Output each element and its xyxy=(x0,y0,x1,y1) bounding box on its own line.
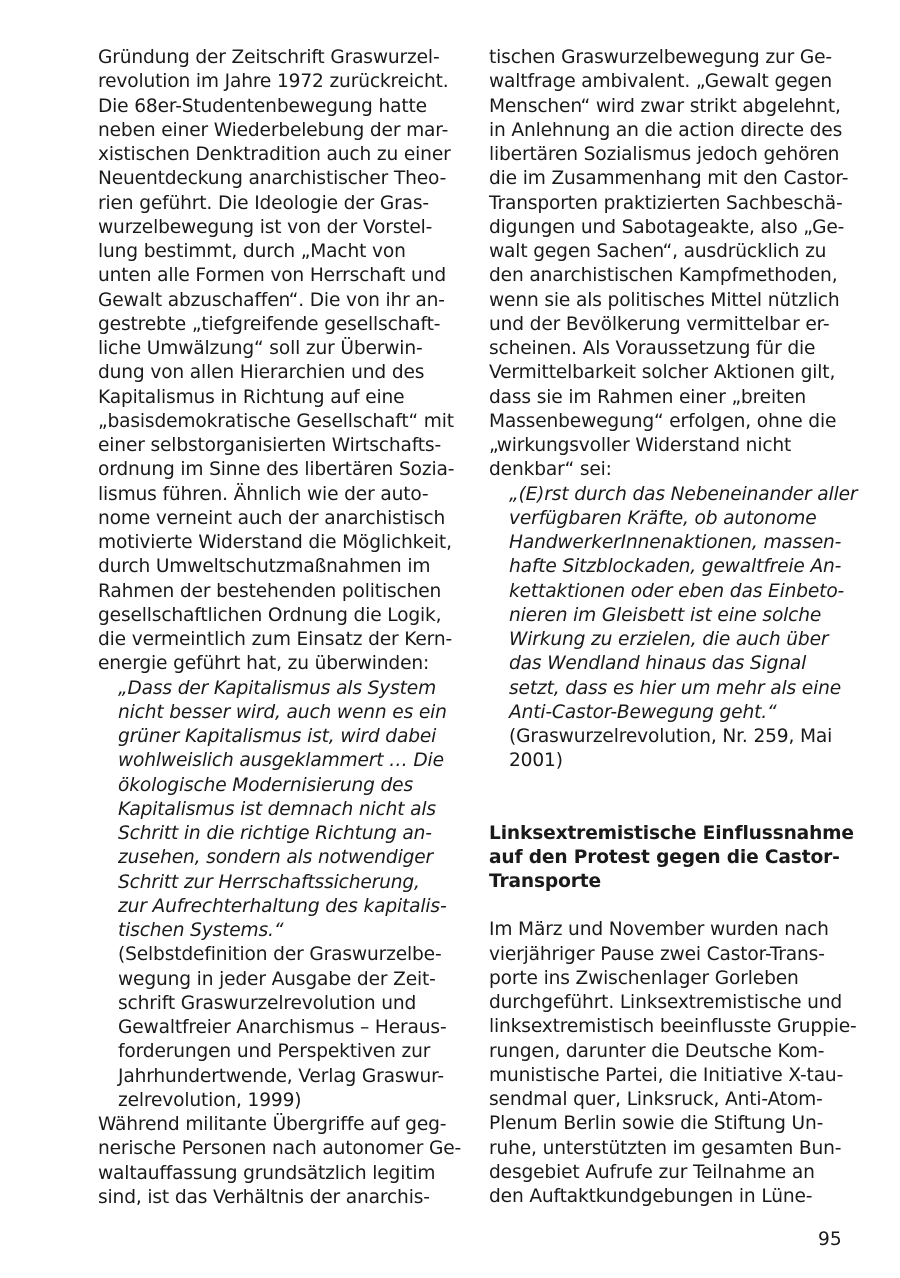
text-line: munistische Partei, die Initiative X-tau- xyxy=(489,1064,844,1086)
text-line: kettaktionen oder eben das Einbeto- xyxy=(509,580,845,602)
left-column xyxy=(98,46,460,1210)
text-line: 2001) xyxy=(509,750,563,772)
text-line: ökologische Modernisierung des xyxy=(118,774,413,796)
text-line: Menschen“ wird zwar strikt abgelehnt, xyxy=(489,95,841,117)
text-line: unten alle Formen von Herrschaft und xyxy=(98,265,446,287)
text-line: waltfrage ambivalent. „Gewalt gegen xyxy=(489,71,832,93)
left-quote-block xyxy=(98,677,460,1114)
text-line: auf den Protest gegen die Castor- xyxy=(489,846,840,868)
text-line: Rahmen der bestehenden politischen xyxy=(98,580,442,602)
text-line: Kapitalismus in Richtung auf eine xyxy=(98,386,405,408)
text-line: das Wendland hinaus das Signal xyxy=(509,653,807,675)
left-intro-paragraph xyxy=(98,46,460,677)
section-body-paragraph xyxy=(489,918,857,1209)
text-line: linksextremistisch beeinflusste Gruppie- xyxy=(489,1016,857,1038)
text-line: „(E)rst durch das Nebeneinander aller xyxy=(509,483,858,505)
text-line: HandwerkerInnenaktionen, massen- xyxy=(509,532,842,553)
right-quote-source xyxy=(509,725,854,774)
left-outro-paragraph xyxy=(98,1113,460,1210)
text-line: tischen Graswurzelbewegung zur Ge- xyxy=(489,47,832,68)
text-line: durchgeführt. Linksextremistische und xyxy=(489,992,843,1013)
text-line: scheinen. Als Voraussetzung für die xyxy=(489,338,816,359)
text-line: rien geführt. Die Ideologie der Gras- xyxy=(98,192,429,214)
text-line: dung von allen Hierarchien und des xyxy=(98,362,425,384)
text-line: einer selbstorganisierten Wirtschafts- xyxy=(98,435,442,456)
text-line: sendmal quer, Linksruck, Anti-Atom- xyxy=(489,1089,823,1110)
text-line: walt gegen Sachen“, ausdrücklich zu xyxy=(489,241,827,262)
text-line: libertären Sozialismus jedoch gehören xyxy=(489,144,840,165)
text-line: porte ins Zwischenlager Gorleben xyxy=(489,967,799,989)
text-line: gestrebte „tiefgreifende gesellschaft- xyxy=(98,313,441,335)
spacer xyxy=(489,774,854,822)
text-line: zur Aufrechterhaltung des kapitalis- xyxy=(118,895,447,917)
text-line: rungen, darunter die Deutsche Kom- xyxy=(489,1040,825,1062)
text-line: verfügbaren Kräfte, ob autonome xyxy=(509,507,817,529)
text-line: in Anlehnung an die action directe des xyxy=(489,119,843,141)
text-line: Gewaltfreier Anarchismus – Heraus- xyxy=(118,1017,447,1038)
text-line: denkbar“ sei: xyxy=(489,459,612,481)
text-line: nieren im Gleisbett ist eine solche xyxy=(509,604,822,626)
text-line: grüner Kapitalismus ist, wird dabei xyxy=(118,726,437,747)
section-heading xyxy=(489,822,854,895)
text-line: (Selbstdefinition der Graswurzelbe- xyxy=(118,944,442,966)
text-line: vierjähriger Pause zwei Castor-Trans- xyxy=(489,943,825,965)
text-line: digungen und Sabotageakte, also „Ge- xyxy=(489,216,845,238)
text-line: Transporte xyxy=(489,871,601,892)
text-line: neben einer Wiederbelebung der mar- xyxy=(98,119,449,141)
text-line: Massenbewegung“ erfolgen, ohne die xyxy=(489,410,837,432)
text-line: tischen Systems.“ xyxy=(118,920,284,941)
text-line: Vermittelbarkeit solcher Aktionen gilt, xyxy=(489,362,836,384)
text-line: lung bestimmt, durch „Macht von xyxy=(98,241,406,262)
text-line: revolution im Jahre 1972 zurückreicht. xyxy=(98,71,449,93)
text-line: ordnung im Sinne des libertären Sozia- xyxy=(98,459,455,481)
text-line: „Dass der Kapitalismus als System xyxy=(118,677,437,699)
text-line: „wirkungsvoller Widerstand nicht xyxy=(489,435,792,456)
left-quote-text xyxy=(118,677,460,944)
text-line: den Auftaktkundgebungen in Lüne- xyxy=(489,1186,813,1207)
text-line: nerische Personen nach autonomer Ge- xyxy=(98,1138,462,1160)
text-line: Die 68er-Studentenbewegung hatte xyxy=(98,95,427,117)
text-line: wegung in jeder Ausgabe der Zeit- xyxy=(118,968,436,990)
text-line: Schritt in die richtige Richtung an- xyxy=(118,823,432,844)
text-line: „basisdemokratische Gesellschaft“ mit xyxy=(98,410,454,432)
text-line: Neuentdeckung anarchistischer Theo- xyxy=(98,168,447,190)
text-line: setzt, dass es hier um mehr als eine xyxy=(509,677,842,699)
text-line: Während militante Übergriffe auf geg- xyxy=(98,1114,447,1135)
text-line: zusehen, sondern als notwendiger xyxy=(118,847,434,869)
text-line: Gründung der Zeitschrift Graswurzel- xyxy=(98,47,440,68)
text-line: nome verneint auch der anarchistisch xyxy=(98,507,446,529)
text-line: Linksextremistische Einflussnahme xyxy=(489,822,854,844)
text-line: hafte Sitzblockaden, gewaltfreie An- xyxy=(509,556,842,578)
page-number: 95 xyxy=(818,1229,842,1250)
text-line: wohlweislich ausgeklammert … Die xyxy=(118,750,444,772)
text-line: sind, ist das Verhältnis der anarchis- xyxy=(98,1186,430,1208)
text-line: gesellschaftlichen Ordnung die Logik, xyxy=(98,604,442,626)
text-line: nicht besser wird, auch wenn es ein xyxy=(118,701,447,723)
text-line: Wirkung zu erzielen, die auch über xyxy=(509,629,829,650)
text-line: schrift Graswurzelrevolution und xyxy=(118,992,417,1014)
text-line: Transporten praktizierten Sachbeschä- xyxy=(489,192,843,214)
text-line: Schritt zur Herrschaftssicherung, xyxy=(118,871,420,893)
text-line: Jahrhundertwende, Verlag Graswur- xyxy=(118,1065,444,1087)
text-line: dass sie im Rahmen einer „breiten xyxy=(489,386,807,408)
text-line: energie geführt hat, zu überwinden: xyxy=(98,653,430,675)
right-quote-block xyxy=(489,483,858,774)
text-line: ruhe, unterstützten im gesamten Bun- xyxy=(489,1137,842,1159)
text-line: und der Bevölkerung vermittelbar er- xyxy=(489,313,830,335)
text-line: die im Zusammenhang mit den Castor- xyxy=(489,168,849,190)
text-line: waltauffassung grundsätzlich legitim xyxy=(98,1162,436,1184)
right-intro-paragraph xyxy=(489,46,854,483)
text-line: Kapitalismus ist demnach nicht als xyxy=(118,798,436,820)
right-column xyxy=(489,46,858,1209)
text-line: Plenum Berlin sowie die Stiftung Un- xyxy=(489,1113,824,1135)
text-line: durch Umweltschutzmaßnahmen im xyxy=(98,556,431,578)
text-line: Gewalt abzuschaffen“. Die von ihr an- xyxy=(98,289,445,311)
left-quote-source xyxy=(118,943,460,1113)
text-line: wenn sie als politisches Mittel nützlich xyxy=(489,289,840,311)
text-line: forderungen und Perspektiven zur xyxy=(118,1041,431,1063)
text-line: Anti-Castor-Bewegung geht.“ xyxy=(509,701,777,723)
spacer xyxy=(489,894,854,918)
text-line: motivierte Widerstand die Möglichkeit, xyxy=(98,532,452,553)
text-line: desgebiet Aufrufe zur Teilnahme an xyxy=(489,1161,815,1183)
text-line: den anarchistischen Kampfmethoden, xyxy=(489,265,838,287)
right-quote-text xyxy=(509,483,858,726)
text-line: xistischen Denktradition auch zu einer xyxy=(98,144,451,165)
text-line: lismus führen. Ähnlich wie der auto- xyxy=(98,483,429,505)
text-line: liche Umwälzung“ soll zur Überwin- xyxy=(98,338,423,359)
text-line: Im März und November wurden nach xyxy=(489,919,829,941)
text-line: zelrevolution, 1999) xyxy=(118,1089,302,1111)
text-line: wurzelbewegung ist von der Vorstel- xyxy=(98,216,433,238)
text-line: (Graswurzelrevolution, Nr. 259, Mai xyxy=(509,726,833,747)
text-line: die vermeintlich zum Einsatz der Kern- xyxy=(98,629,453,650)
